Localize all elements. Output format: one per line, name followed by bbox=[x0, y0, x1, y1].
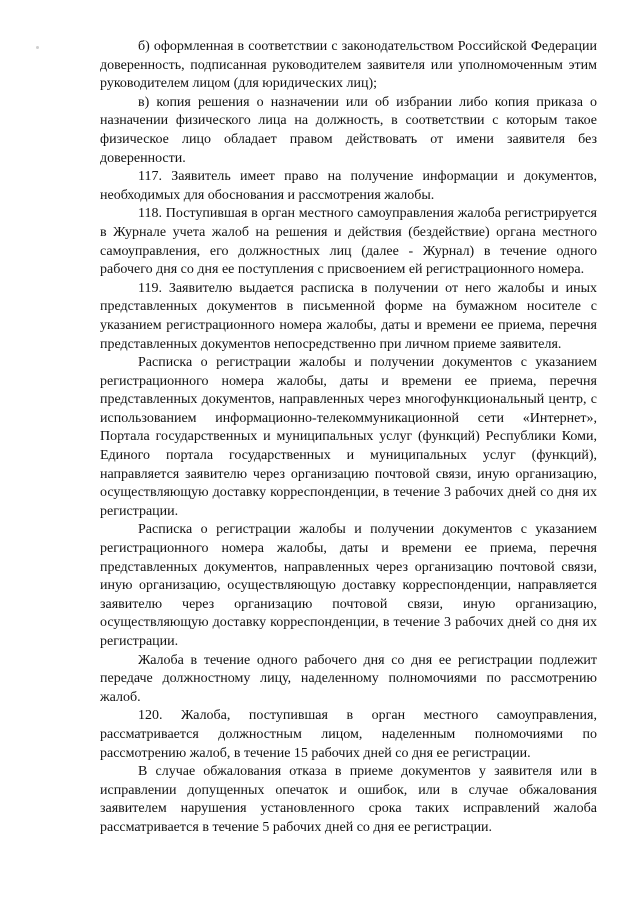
paragraph-receipt-mfc: Расписка о регистрации жалобы и получении документов с указанием регистрационного номера жалобы, даты и времени ее приема, перечня представленных документов, направленных через многофункциональный центр, с использованием информационно-телекоммуникационной сети «Интернет», Портала государственных и муниципальных услуг (функций) Республики Коми, Единого портала государственных и муниципальных услуг (функций), направляется заявителю через организацию почтовой связи, иную организацию, осуществляющую доставку корреспонденции, в течение 3 рабочих дней со дня их регистрации. bbox=[100, 355, 597, 519]
paragraph-transfer: Жалоба в течение одного рабочего дня со дня ее регистрации подлежит передаче должностному лицу, наделенному полномочиями по рассмотрению жалоб. bbox=[100, 652, 597, 705]
paragraph-v: в) копия решения о назначении или об избрании либо копия приказа о назначении физического лица на должность, в соответствии с которым такое физическое лицо обладает правом действовать от имени заявителя без доверенности. bbox=[100, 94, 597, 166]
paragraph-118: 118. Поступившая в орган местного самоуправления жалоба регистрируется в Журнале учета жалоб на решения и действия (бездействие) органа местного самоуправления, его должностных лиц (далее - Журнал) в течение одного рабочего дня со дня ее поступления с присвоением ей регистрационного номера. bbox=[100, 206, 597, 278]
paragraph-receipt-post: Расписка о регистрации жалобы и получении документов с указанием регистрационного номера жалобы, даты и времени ее приема, перечня представленных документов, направленных через организацию почтовой связи, иную организацию, осуществляющую доставку корреспонденции, направляется заявителю через организацию почтовой связи, иную организацию, осуществляющую доставку корреспонденции, в течение 3 рабочих дней со дня их регистрации. bbox=[100, 522, 597, 649]
paragraph-117: 117. Заявитель имеет право на получение информации и документов, необходимых для обоснования и рассмотрения жалобы. bbox=[100, 169, 597, 203]
paragraph-120: 120. Жалоба, поступившая в орган местного самоуправления, рассматривается должностным лицом, наделенным полномочиями по рассмотрению жалоб, в течение 15 рабочих дней со дня ее регистрации. bbox=[100, 708, 597, 761]
paragraph-appeal-refusal: В случае обжалования отказа в приеме документов у заявителя или в исправлении допущенных опечаток и ошибок, или в случае обжалования заявителем нарушения установленного срока таких исправлений жалоба рассматривается в течение 5 рабочих дней со дня ее регистрации. bbox=[100, 764, 597, 835]
document-body bbox=[100, 38, 597, 838]
scan-speck bbox=[36, 46, 39, 49]
paragraph-b: б) оформленная в соответствии с законодательством Российской Федерации доверенность, подписанная руководителем заявителя или уполномоченным этим руководителем лицом (для юридических лиц); bbox=[100, 39, 597, 92]
paragraph-119: 119. Заявителю выдается расписка в получении от него жалобы и иных представленных документов в письменной форме на бумажном носителе с указанием регистрационного номера жалобы, даты и времени ее приема, перечня представленных документов непосредственно при личном приеме заявителя. bbox=[100, 280, 597, 352]
